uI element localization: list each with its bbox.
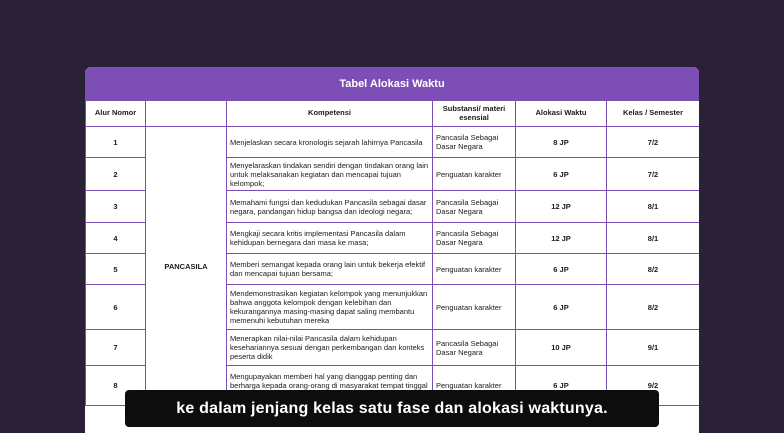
row-kelas-semester: 7/2 (607, 127, 700, 158)
row-kelas-semester: 8/2 (607, 254, 700, 285)
row-number: 2 (86, 158, 146, 191)
row-kompetensi: Menjelaskan secara kronologis sejarah lahirnya Pancasila (227, 127, 433, 158)
table-row (86, 127, 700, 158)
row-alokasi-waktu: 6 JP (516, 366, 607, 406)
row-number: 8 (86, 366, 146, 406)
row-alokasi-waktu: 6 JP (516, 158, 607, 191)
row-number: 4 (86, 223, 146, 254)
allocation-table (85, 100, 699, 406)
row-alokasi-waktu: 12 JP (516, 191, 607, 223)
row-kompetensi: Memberi semangat kepada orang lain untuk bekerja efektif dan mencapai tujuan bersama; (227, 254, 433, 285)
header-alur-nomor: Alur Nomor (86, 101, 146, 127)
video-subtitle: ke dalam jenjang kelas satu fase dan alokasi waktunya. (125, 390, 659, 427)
row-kelas-semester: 9/2 (607, 366, 700, 406)
row-alokasi-waktu: 6 JP (516, 254, 607, 285)
row-kelas-semester: 9/1 (607, 330, 700, 366)
row-number: 3 (86, 191, 146, 223)
row-number: 6 (86, 285, 146, 330)
row-substansi: Penguatan karakter (433, 158, 516, 191)
table-header-row (86, 101, 700, 127)
row-alokasi-waktu: 10 JP (516, 330, 607, 366)
merged-materi-cell: PANCASILA (146, 127, 227, 406)
row-kelas-semester: 8/1 (607, 223, 700, 254)
row-kompetensi: Menerapkan nilai-nilai Pancasila dalam kehidupan kesehariannya sesuai dengan perkembangan dan konteks peserta didik (227, 330, 433, 366)
row-number: 1 (86, 127, 146, 158)
row-kompetensi: Menyelaraskan tindakan sendiri dengan tindakan orang lain untuk melaksanakan kegiatan dan mencapai tujuan kelompok; (227, 158, 433, 191)
header-kelas-semester: Kelas / Semester (607, 101, 700, 127)
row-substansi: Pancasila Sebagai Dasar Negara (433, 127, 516, 158)
row-alokasi-waktu: 12 JP (516, 223, 607, 254)
row-substansi: Penguatan karakter (433, 254, 516, 285)
allocation-table-card (85, 67, 699, 433)
row-substansi: Penguatan karakter (433, 366, 516, 406)
row-alokasi-waktu: 6 JP (516, 285, 607, 330)
row-substansi: Pancasila Sebagai Dasar Negara (433, 223, 516, 254)
header-kompetensi: Kompetensi (227, 101, 433, 127)
row-substansi: Pancasila Sebagai Dasar Negara (433, 191, 516, 223)
row-alokasi-waktu: 8 JP (516, 127, 607, 158)
row-number: 7 (86, 330, 146, 366)
header-alokasi-waktu: Alokasi Waktu (516, 101, 607, 127)
row-substansi: Pancasila Sebagai Dasar Negara (433, 330, 516, 366)
row-substansi: Penguatan karakter (433, 285, 516, 330)
row-kelas-semester: 8/1 (607, 191, 700, 223)
row-number: 5 (86, 254, 146, 285)
header-materi (146, 101, 227, 127)
row-kelas-semester: 7/2 (607, 158, 700, 191)
row-kompetensi: Mengupayakan memberi hal yang dianggap penting dan berharga kepada orang-orang di masyarakat tempat tinggal (227, 366, 433, 406)
row-kompetensi: Mengkaji secara kritis implementasi Pancasila dalam kehidupan bernegara dari masa ke masa; (227, 223, 433, 254)
row-kompetensi: Mendemonstrasikan kegiatan kelompok yang menunjukkan bahwa anggota kelompok dengan kelebihan dan kekurangannya masing-masing dapat saling membantu memenuhi kebutuhan mereka (227, 285, 433, 330)
row-kelas-semester: 8/2 (607, 285, 700, 330)
header-substansi: Substansi/ materi esensial (433, 101, 516, 127)
table-title: Tabel Alokasi Waktu (85, 67, 699, 100)
row-kompetensi: Memahami fungsi dan kedudukan Pancasila sebagai dasar negara, pandangan hidup bangsa dan ideologi negara; (227, 191, 433, 223)
